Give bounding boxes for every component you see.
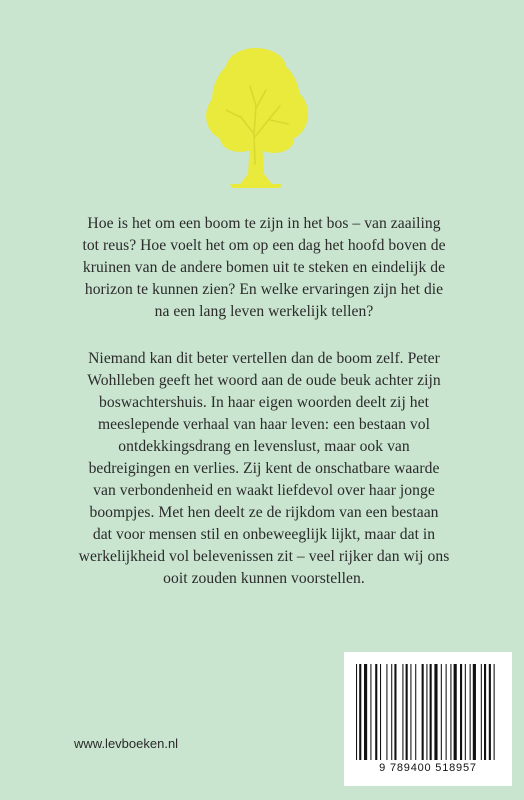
tree-icon [200,46,312,192]
blurb-paragraph: Niemand kan dit beter vertellen dan de boom zelf. Peter Wohlleben geeft het woord aan de oude beuk achter zijn boswachtershuis. In haar eigen woorden deelt zij het meeslepende verhaal van haar leven: een bestaan vol ontdekkingsdrang en levenslust, maar ook van bedreigingen en verlies. Zij kent de onschatbare waarde van verbondenheid en waakt liefdevol over haar jonge boompjes. Met hen deelt ze de rijkdom van een bestaan dat voor mensen stil en onbeweeglijk lijkt, maar dat in werkelijkheid vol belevenissen zit – veel rijker dan wij ons ooit zouden kunnen voorstellen. [78,350,450,587]
blurb-paragraph: Hoe is het om een boom te zijn in het bos – van zaailing tot reus? Hoe voelt het om op een dag het hoofd boven de kruinen van de andere bomen uit te steken en eindelijk de horizon te kunnen zien? En welke ervaringen zijn het die na een lang leven werkelijk tellen? [82,215,446,320]
barcode-icon [356,664,498,760]
barcode-panel [344,652,512,786]
isbn-number: 9 789400 518957 [379,762,477,774]
publisher-website: www.levboeken.nl [74,736,179,751]
